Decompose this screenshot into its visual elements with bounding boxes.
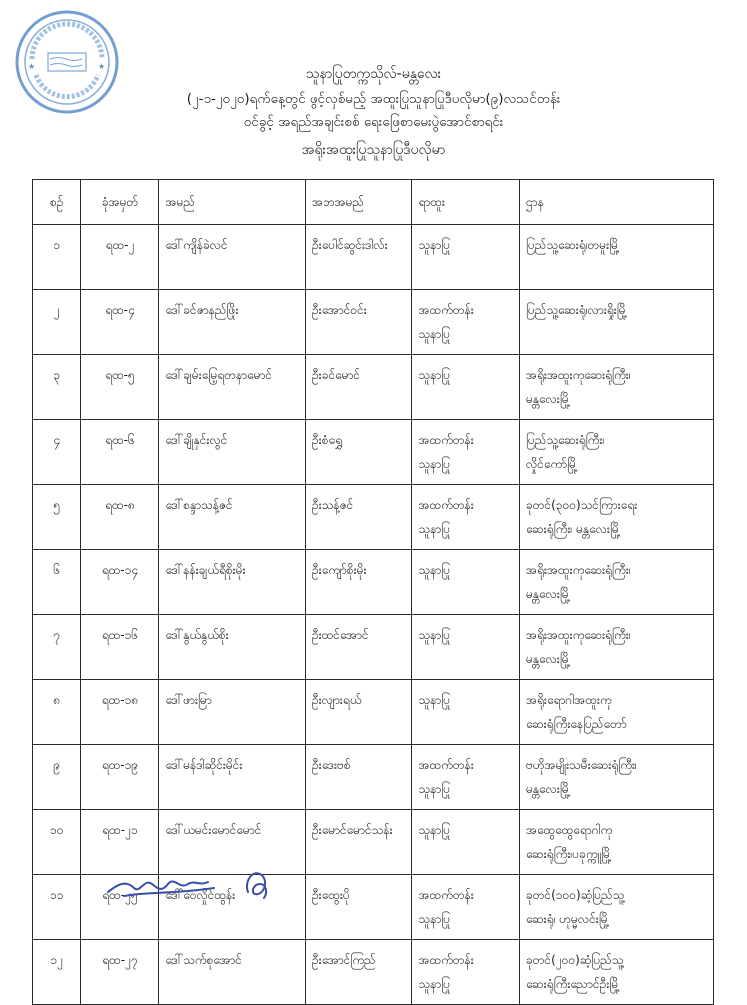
cell-no: ၁၂ — [33, 940, 81, 1005]
col-header-dept: ဌာန — [519, 180, 713, 225]
cell-father: ဦးထွေးပို — [306, 875, 412, 940]
table-header-row — [33, 180, 714, 225]
cell-father: ဦးအောင်ကြည် — [306, 940, 412, 1005]
cell-no: ၁၀ — [33, 810, 81, 875]
cell-name: ဒေါ်သက်စုအောင် — [159, 940, 306, 1005]
cell-father: ဦးကျော်စိုးမိုး — [306, 550, 412, 615]
cell-rank: အထက်တန်း သူနာပြု — [412, 420, 520, 485]
cell-dept: ပြည်သူ့ဆေးရုံ၊တမူးမြို့ — [519, 225, 713, 290]
table-row — [33, 355, 714, 420]
exam-result-title: ဝင်ခွင့် အရည်အချင်းစစ် ရေးဖြေစာမေးပွဲအောင်စာရင်း — [243, 114, 504, 130]
cell-no: ၂ — [33, 290, 81, 355]
cell-father: ဦးစံရွှေ — [306, 420, 412, 485]
cell-roll: ရထ-၈ — [81, 485, 159, 550]
cell-dept: ပြည်သူ့ဆေးရုံကြီး၊ လှိုင်ကော်မြို့ — [519, 420, 713, 485]
cell-father: ဦးအောင်ဝင်း — [306, 290, 412, 355]
table-row — [33, 680, 714, 745]
cell-dept: ခုတင်(၁၀၀)ဆံ့ပြည်သူ့ ဆေးရုံ၊ ဟုမ္မလင်းမြို့ — [519, 875, 713, 940]
cell-dept: ခုတင်(၂၀၀)ဆံ့ပြည်သူ့ ဆေးရုံကြီးညောင်ဦးမြို့ — [519, 940, 713, 1005]
cell-father: ဦးမောင်မောင်သန်း — [306, 810, 412, 875]
table-row — [33, 550, 714, 615]
cell-dept: အရိုးအထူးကုဆေးရုံကြီး၊ မန္တလေးမြို့ — [519, 355, 713, 420]
cell-dept: ခုတင်(၃၀၀)သင်ကြားရေး ဆေးရုံကြီး၊ မန္တလေးမြို့ — [519, 485, 713, 550]
cell-roll: ရထ-၂ — [81, 225, 159, 290]
cell-rank: သူနာပြု — [412, 225, 520, 290]
cell-rank: အထက်တန်း သူနာပြု — [412, 875, 520, 940]
cell-dept: ဗဟိုအမျိုးသမီးဆေးရုံကြီး၊ မန္တလေးမြို့ — [519, 745, 713, 810]
cell-no: ၈ — [33, 680, 81, 745]
cell-dept: အရိုးရောဂါအထူးကု ဆေးရုံကြီးနေပြည်တော် — [519, 680, 713, 745]
course-title: (၂-၁-၂၀၂၀)ရက်နေ့တွင် ဖွင့်လှစ်မည့် အထူးပြုသူနာပြုဒီပလိုမာ(၉)လသင်တန်း — [186, 91, 561, 107]
cell-no: ၁၁ — [33, 875, 81, 940]
cell-rank: အထက်တန်း သူနာပြု — [412, 745, 520, 810]
cell-roll: ရထ-၅ — [81, 355, 159, 420]
cell-roll: ရထ-၆ — [81, 420, 159, 485]
cell-no: ၄ — [33, 420, 81, 485]
cell-roll: ရထ-၁၆ — [81, 615, 159, 680]
cell-roll: ရထ-၁၈ — [81, 680, 159, 745]
cell-no: ၇ — [33, 615, 81, 680]
svg-text:★: ★ — [98, 62, 106, 71]
cell-no: ၃ — [33, 355, 81, 420]
cell-name: ဒေါ်ယမင်းမောင်မောင် — [159, 810, 306, 875]
svg-text:★: ★ — [28, 62, 36, 71]
cell-name: ဒေါ်ချိုနှင်းလွင် — [159, 420, 306, 485]
cell-father: ဦးဒေးဗစ် — [306, 745, 412, 810]
col-header-roll: ခုံအမှတ် — [81, 180, 159, 225]
cell-rank: သူနာပြု — [412, 615, 520, 680]
cell-name: ဒေါ်ဖားမြာ — [159, 680, 306, 745]
table-row — [33, 745, 714, 810]
cell-father: ဦးခင်မောင် — [306, 355, 412, 420]
cell-rank: သူနာပြု — [412, 355, 520, 420]
cell-name: ဒေါ်နန်းချယ်ရီစိုးမိုး — [159, 550, 306, 615]
cell-roll: ရထ-၄ — [81, 290, 159, 355]
cell-dept: အရိုးအထူးကုဆေးရုံကြီး၊ မန္တလေးမြို့ — [519, 615, 713, 680]
cell-rank: အထက်တန်း သူနာပြု — [412, 290, 520, 355]
cell-father: ဦးသန့်ဇင် — [306, 485, 412, 550]
cell-rank: သူနာပြု — [412, 550, 520, 615]
table-row — [33, 615, 714, 680]
cell-name: ဒေါ်နွယ်နွယ်စိုး — [159, 615, 306, 680]
cell-name: ဒေါ်စန္ဒာသန့်ဇင် — [159, 485, 306, 550]
table-row — [33, 420, 714, 485]
cell-father: ဦးလျားရယ် — [306, 680, 412, 745]
cell-roll: ရထ-၂၇ — [81, 940, 159, 1005]
cell-name: ဒေါ်ခင်ဇာနည်ဖြိုး — [159, 290, 306, 355]
cell-rank: သူနာပြု — [412, 680, 520, 745]
cell-no: ၆ — [33, 550, 81, 615]
cell-dept: အရိုးအထူးကုဆေးရုံကြီး၊ မန္တလေးမြို့ — [519, 550, 713, 615]
cell-rank: သူနာပြု — [412, 810, 520, 875]
cell-name: ဒေါ်ကျိန်ခဲလင် — [159, 225, 306, 290]
cell-name: ဒေါ်ချမ်းမြေ့ရတနာမောင် — [159, 355, 306, 420]
cell-father: ဦးပေါင်ဆွင်းဒါလ်း — [306, 225, 412, 290]
table-row — [33, 485, 714, 550]
specialty-title: အရိုးအထူးပြုသူနာပြုဒီပလိုမာ — [301, 142, 446, 158]
cell-name: ဒေါ်မန်ဒါဆိုင်းမိုင်း — [159, 745, 306, 810]
col-header-name: အမည် — [159, 180, 306, 225]
cell-dept: အထွေထွေရောဂါကု ဆေးရုံကြီး၊ပခုက္ကူမြို့ — [519, 810, 713, 875]
col-header-father: အဘအမည် — [306, 180, 412, 225]
signature-2 — [238, 862, 278, 906]
cell-no: ၅ — [33, 485, 81, 550]
cell-rank: အထက်တန်း သူနာပြု — [412, 485, 520, 550]
table-row — [33, 225, 714, 290]
cell-name: ဒေါ်ဝေလှိုင်ထွန်း — [159, 875, 306, 940]
institution-title: သူနာပြုတက္ကသိုလ်-မန္တလေး — [305, 66, 442, 82]
table-row — [33, 290, 714, 355]
table-row — [33, 940, 714, 1005]
col-header-rank: ရာထူး — [412, 180, 520, 225]
cell-no: ၁ — [33, 225, 81, 290]
cell-roll: ရထ-၂၁ — [81, 810, 159, 875]
cell-roll: ရထ-၁၄ — [81, 550, 159, 615]
cell-dept: ပြည်သူ့ဆေးရုံ၊လားရှိုးမြို့ — [519, 290, 713, 355]
cell-father: ဦးထင်အောင် — [306, 615, 412, 680]
cell-no: ၉ — [33, 745, 81, 810]
cell-roll: ရထ-၂၅ — [81, 875, 159, 940]
signature-1 — [104, 862, 224, 906]
cell-roll: ရထ-၁၉ — [81, 745, 159, 810]
cell-rank: အထက်တန်း သူနာပြု — [412, 940, 520, 1005]
col-header-no: စဉ် — [33, 180, 81, 225]
